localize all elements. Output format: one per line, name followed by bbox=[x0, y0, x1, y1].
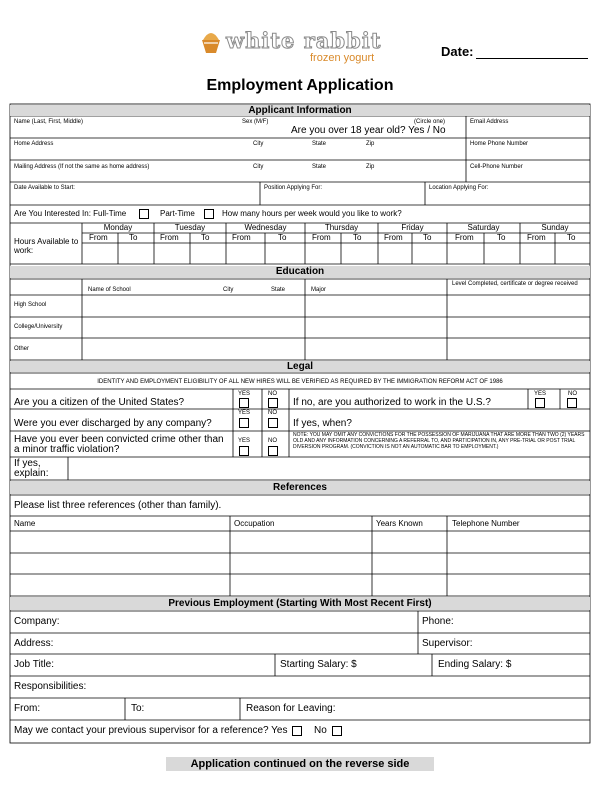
supervisor-label: Supervisor: bbox=[422, 638, 473, 649]
ref-occupation-header: Occupation bbox=[234, 519, 275, 528]
to-label: To: bbox=[131, 703, 145, 714]
verification-notice: IDENTITY AND EMPLOYMENT ELIGIBILITY OF ALL NEW HIRES WILL BE VERIFIED AS REQUIRED BY THE IMMIGRATION REFORM ACT OF 1986 bbox=[97, 379, 503, 385]
fri-from: From bbox=[384, 233, 403, 242]
position-label: Position Applying For: bbox=[264, 185, 323, 191]
home-address-label: Home Address bbox=[14, 141, 54, 147]
edu-state-header: State bbox=[271, 287, 286, 293]
authorized-no-label: NO bbox=[568, 391, 577, 397]
hours-question: How many hours per week would you like to work? bbox=[222, 209, 402, 218]
convicted-yes-label: YES bbox=[238, 438, 251, 444]
company-label: Company: bbox=[14, 616, 60, 627]
logo-subtext: frozen yogurt bbox=[310, 52, 375, 64]
mailing-zip-label: Zip bbox=[366, 164, 375, 170]
section-applicant-header: Applicant Information bbox=[10, 105, 590, 116]
date-label: Date: bbox=[441, 44, 474, 59]
authorized-question: If no, are you authorized to work in the U.S.? bbox=[293, 397, 491, 408]
section-education-header: Education bbox=[10, 266, 590, 278]
hours-available-label: Hours Available to work: bbox=[14, 237, 79, 255]
day-thursday: Thursday bbox=[324, 223, 359, 232]
full-time-checkbox[interactable] bbox=[139, 209, 149, 219]
ref-phone-header: Telephone Number bbox=[452, 519, 520, 528]
reason-leaving-label: Reason for Leaving: bbox=[246, 703, 336, 714]
ending-salary-label: Ending Salary: $ bbox=[438, 659, 512, 670]
part-time-label: Part-Time bbox=[160, 209, 195, 218]
thu-to: To bbox=[353, 233, 362, 242]
date-available-label: Date Available to Start: bbox=[14, 185, 75, 191]
wed-to: To bbox=[278, 233, 287, 242]
responsibilities-label: Responsibilities: bbox=[14, 681, 87, 692]
edu-city-header: City bbox=[223, 287, 234, 293]
mon-from: From bbox=[89, 233, 108, 242]
thu-from: From bbox=[312, 233, 331, 242]
discharged-yes-checkbox[interactable] bbox=[239, 418, 249, 428]
discharged-when-label: If yes, when? bbox=[293, 418, 352, 429]
page-title: Employment Application bbox=[206, 77, 394, 94]
sat-to: To bbox=[497, 233, 506, 242]
contact-yes-checkbox[interactable] bbox=[292, 726, 302, 736]
section-legal-header: Legal bbox=[10, 361, 590, 372]
convicted-no-checkbox[interactable] bbox=[268, 446, 278, 456]
ref-years-header: Years Known bbox=[376, 519, 423, 528]
citizen-no-checkbox[interactable] bbox=[268, 398, 278, 408]
address-label: Address: bbox=[14, 638, 54, 649]
name-label: Name (Last, First, Middle) bbox=[14, 119, 84, 125]
email-label: Email Address bbox=[470, 119, 509, 125]
day-monday: Monday bbox=[103, 223, 133, 232]
discharged-question: Were you ever discharged by any company? bbox=[14, 418, 212, 429]
day-tuesday: Tuesday bbox=[174, 223, 206, 232]
zip-label: Zip bbox=[366, 141, 375, 147]
sex-label: Sex (M/F) bbox=[242, 119, 269, 125]
wed-from: From bbox=[232, 233, 251, 242]
from-label: From: bbox=[14, 703, 41, 714]
convicted-no-label: NO bbox=[268, 438, 277, 444]
section-previous-header: Previous Employment (Starting With Most Recent First) bbox=[10, 597, 590, 610]
interested-label: Are You Interested In: Full-Time bbox=[14, 209, 127, 218]
cell-phone-label: Cell-Phone Number bbox=[470, 164, 523, 170]
major-header: Major bbox=[311, 287, 327, 293]
school-name-header: Name of School bbox=[88, 287, 131, 293]
sun-to: To bbox=[567, 233, 576, 242]
day-sunday: Sunday bbox=[541, 223, 569, 232]
mailing-address-label: Mailing Address (If not the same as home address) bbox=[14, 164, 150, 170]
authorized-yes-checkbox[interactable] bbox=[535, 398, 545, 408]
level-header: Level Completed, certificate or degree received bbox=[452, 281, 578, 287]
contact-supervisor-question: May we contact your previous supervisor for a reference? Yes bbox=[14, 725, 288, 736]
job-title-label: Job Title: bbox=[14, 659, 55, 670]
circle-one-label: (Circle one) bbox=[414, 119, 446, 125]
citizen-yes-checkbox[interactable] bbox=[239, 398, 249, 408]
authorized-yes-label: YES bbox=[534, 391, 547, 397]
over-18-question: Are you over 18 year old? Yes / No bbox=[291, 125, 446, 136]
discharged-no-label: NO bbox=[268, 410, 277, 416]
home-phone-label: Home Phone Number bbox=[470, 141, 529, 147]
contact-no-checkbox[interactable] bbox=[332, 726, 342, 736]
citizen-yes-label: YES bbox=[238, 391, 251, 397]
tue-to: To bbox=[201, 233, 210, 242]
sat-from: From bbox=[455, 233, 474, 242]
conviction-note: NOTE: YOU MAY OMIT ANY CONVICTIONS FOR THE POSSESSION OF MARIJUANA THAT ARE MORE THAN TWO (2) YEARS OLD AND ANY INFORMATION CONCERNING A REFERRAL TO, AND PARTICIPATION IN, ANY PRE-TRIAL OR POST TRIAL DIVERSION PROGRAM. (CONVICTION IS NOT AN AUTOMATIC BAR TO EMPLOYMENT.) bbox=[293, 432, 585, 450]
state-label: State bbox=[312, 141, 327, 147]
if-yes-explain-label: If yes, explain: bbox=[14, 458, 49, 479]
day-saturday: Saturday bbox=[467, 223, 500, 232]
phone-label: Phone: bbox=[422, 616, 454, 627]
discharged-no-checkbox[interactable] bbox=[268, 418, 278, 428]
convicted-yes-checkbox[interactable] bbox=[239, 446, 249, 456]
fri-to: To bbox=[423, 233, 432, 242]
contact-no-label: No bbox=[314, 725, 327, 736]
starting-salary-label: Starting Salary: $ bbox=[280, 659, 357, 670]
citizen-question: Are you a citizen of the United States? bbox=[14, 397, 185, 408]
citizen-no-label: NO bbox=[268, 391, 277, 397]
convicted-question: Have you ever been convicted crime other than a minor traffic violation? bbox=[14, 434, 224, 455]
edu-row-college: College/University bbox=[14, 324, 63, 330]
tue-from: From bbox=[160, 233, 179, 242]
authorized-no-checkbox[interactable] bbox=[567, 398, 577, 408]
sun-from: From bbox=[527, 233, 546, 242]
ref-name-header: Name bbox=[14, 519, 36, 528]
location-label: Location Applying For: bbox=[429, 185, 489, 191]
day-wednesday: Wednesday bbox=[244, 223, 287, 232]
day-friday: Friday bbox=[401, 223, 424, 232]
references-intro: Please list three references (other than family). bbox=[14, 500, 222, 511]
continued-notice: Application continued on the reverse side bbox=[166, 757, 434, 771]
discharged-yes-label: YES bbox=[238, 410, 251, 416]
logo-text: white rabbit bbox=[226, 28, 382, 53]
edu-row-high-school: High School bbox=[14, 302, 47, 308]
part-time-checkbox[interactable] bbox=[204, 209, 214, 219]
section-references-header: References bbox=[10, 481, 590, 494]
mailing-state-label: State bbox=[312, 164, 327, 170]
mon-to: To bbox=[129, 233, 138, 242]
city-label: City bbox=[253, 141, 264, 147]
mailing-city-label: City bbox=[253, 164, 264, 170]
edu-row-other: Other bbox=[14, 346, 30, 352]
